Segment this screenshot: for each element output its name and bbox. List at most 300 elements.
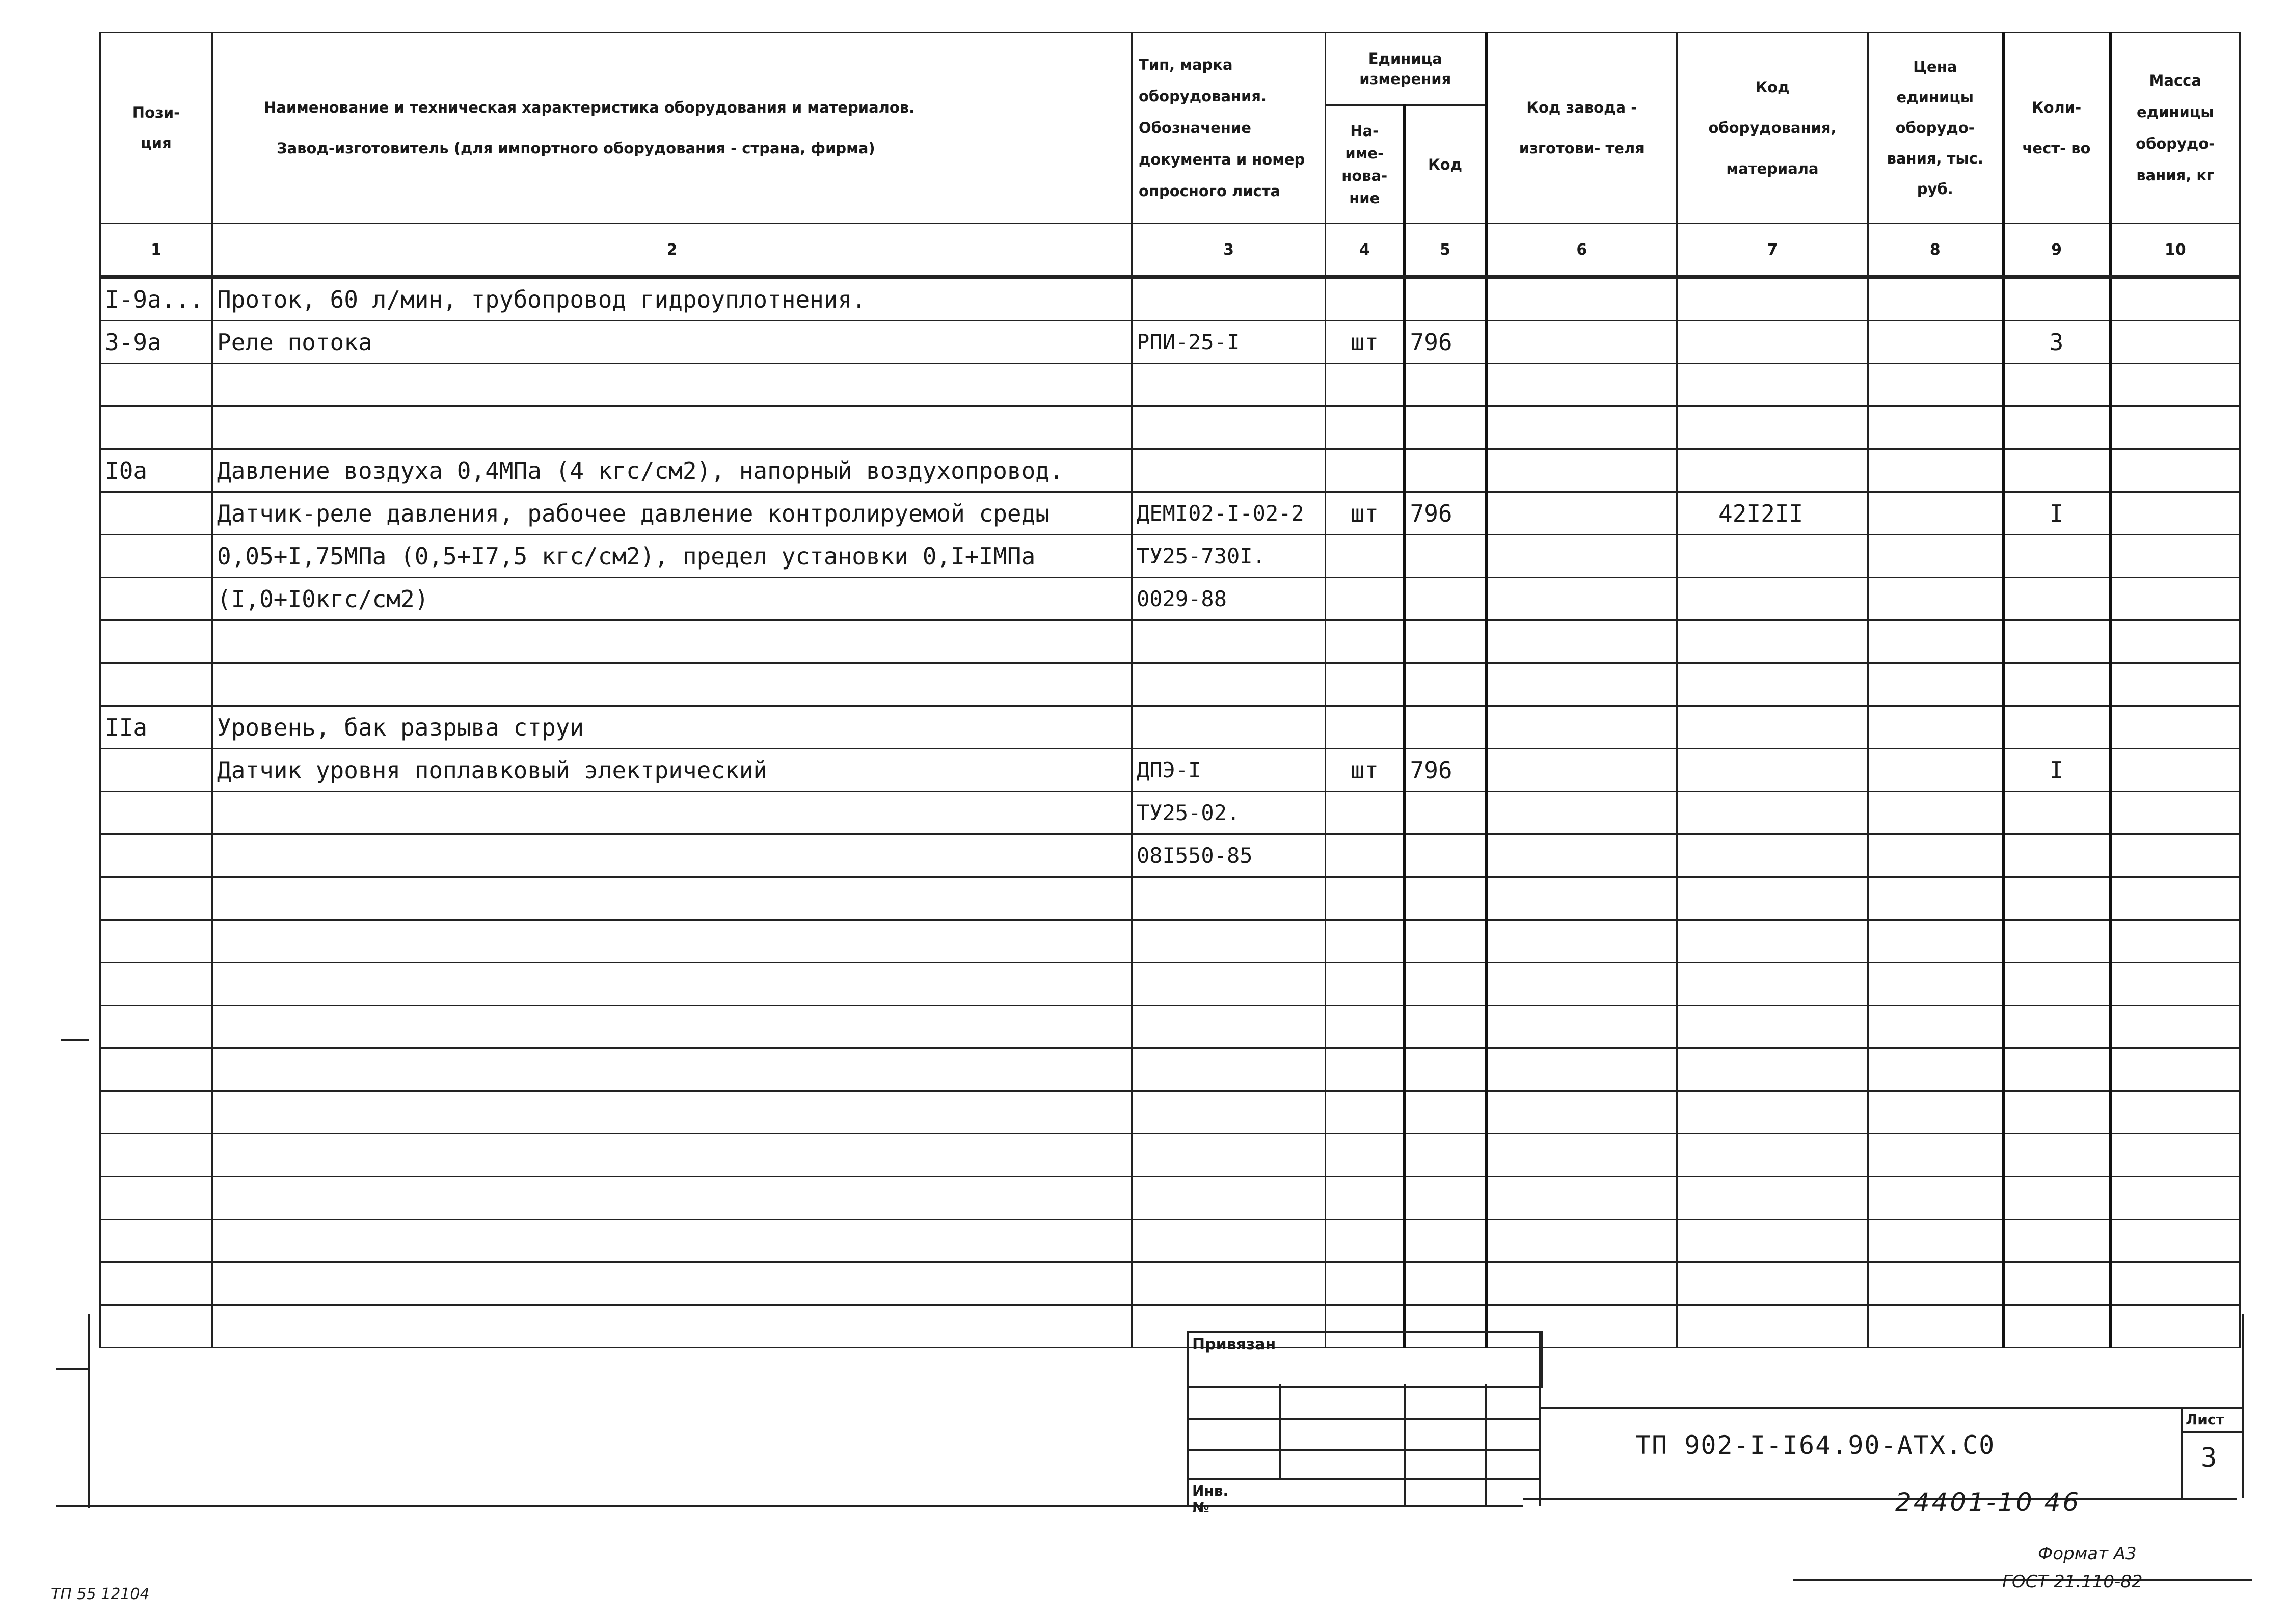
- cell-col-3: [1132, 1134, 1326, 1177]
- cell-col-1: [100, 663, 212, 706]
- cell-col-7: [1677, 1220, 1868, 1262]
- cell-col-5: [1405, 1262, 1486, 1305]
- cell-col-2: Проток, 60 л/мин, трубопровод гидроуплотнения.: [212, 277, 1132, 321]
- cell-col-10: [2110, 792, 2240, 834]
- cell-col-10: [2110, 277, 2240, 321]
- cell-col-7: [1677, 1262, 1868, 1305]
- cell-col-4: [1326, 792, 1405, 834]
- cell-col-1: [100, 1048, 212, 1091]
- cell-col-3: [1132, 1220, 1326, 1262]
- title-grid-line: [1279, 1384, 1281, 1478]
- cell-col-4: [1326, 364, 1405, 407]
- margin-mark: [56, 1368, 89, 1370]
- table-row: [100, 407, 2240, 449]
- cell-col-8: [1868, 706, 2003, 749]
- title-grid-line: [1539, 1331, 1541, 1506]
- cell-col-9: [2003, 1305, 2110, 1348]
- gost-label: ГОСТ 21.110-82: [2002, 1572, 2143, 1592]
- cell-col-10: [2110, 920, 2240, 963]
- cell-col-5: [1405, 706, 1486, 749]
- cell-col-5: 796: [1405, 749, 1486, 792]
- cell-col-8: [1868, 1262, 2003, 1305]
- cell-col-10: [2110, 620, 2240, 663]
- cell-col-4: [1326, 963, 1405, 1006]
- cell-col-4: [1326, 1262, 1405, 1305]
- header-quantity: Коли- чест- во: [2003, 33, 2110, 224]
- cell-col-7: [1677, 834, 1868, 877]
- cell-col-3: ДПЭ-I: [1132, 749, 1326, 792]
- col-number: 5: [1405, 224, 1486, 277]
- cell-col-6: [1486, 706, 1677, 749]
- cell-col-3: [1132, 449, 1326, 492]
- cell-col-3: [1132, 663, 1326, 706]
- table-row: [100, 449, 2240, 492]
- cell-col-2: Датчик-реле давления, рабочее давление контролируемой среды: [212, 492, 1132, 535]
- cell-col-5: [1405, 535, 1486, 578]
- col-number: 2: [212, 224, 1132, 277]
- table-row: [100, 663, 2240, 706]
- handwritten-note: 24401-10 46: [1895, 1487, 2081, 1517]
- cell-col-5: [1405, 834, 1486, 877]
- cell-col-1: [100, 1091, 212, 1134]
- cell-col-4: [1326, 706, 1405, 749]
- specification-rows: [100, 277, 2240, 1348]
- table-row: [100, 792, 2240, 834]
- cell-col-6: [1486, 364, 1677, 407]
- cell-col-7: [1677, 1177, 1868, 1220]
- header-price: Цена единицы оборудо- вания, тыс. руб.: [1868, 33, 2003, 224]
- cell-col-4: [1326, 535, 1405, 578]
- cell-col-6: [1486, 578, 1677, 620]
- cell-col-10: [2110, 1048, 2240, 1091]
- cell-col-4: [1326, 834, 1405, 877]
- cell-col-2: 0,05+I,75МПа (0,5+I7,5 кгс/см2), предел установки 0,I+IМПа: [212, 535, 1132, 578]
- cell-col-5: [1405, 1220, 1486, 1262]
- table-row: [100, 364, 2240, 407]
- cell-col-6: [1486, 407, 1677, 449]
- table-row: [100, 1134, 2240, 1177]
- cell-col-9: [2003, 877, 2110, 920]
- table-row: [100, 620, 2240, 663]
- cell-col-10: [2110, 834, 2240, 877]
- cell-col-6: [1486, 492, 1677, 535]
- title-grid-line: [1404, 1384, 1406, 1506]
- cell-col-2: Датчик уровня поплавковый электрический: [212, 749, 1132, 792]
- cell-col-5: [1405, 277, 1486, 321]
- cell-col-1: [100, 535, 212, 578]
- cell-col-6: [1486, 1048, 1677, 1091]
- cell-col-1: [100, 1305, 212, 1348]
- cell-col-1: [100, 792, 212, 834]
- cell-col-3: ТУ25-02.: [1132, 792, 1326, 834]
- cell-col-5: [1405, 1048, 1486, 1091]
- cell-col-1: I0a: [100, 449, 212, 492]
- cell-col-7: [1677, 1091, 1868, 1134]
- frame-left-line: [88, 1314, 90, 1508]
- cell-col-2: [212, 620, 1132, 663]
- cell-col-7: [1677, 920, 1868, 963]
- cell-col-9: [2003, 535, 2110, 578]
- cell-col-9: [2003, 792, 2110, 834]
- cell-col-6: [1486, 1177, 1677, 1220]
- margin-mark: [61, 1039, 89, 1041]
- cell-col-8: [1868, 578, 2003, 620]
- cell-col-3: РПИ-25-I: [1132, 321, 1326, 364]
- cell-col-7: [1677, 277, 1868, 321]
- cell-col-5: [1405, 877, 1486, 920]
- cell-col-5: [1405, 1177, 1486, 1220]
- cell-col-8: [1868, 1048, 2003, 1091]
- cell-col-7: [1677, 749, 1868, 792]
- cell-col-7: 42I2II: [1677, 492, 1868, 535]
- cell-col-8: [1868, 620, 2003, 663]
- cell-col-4: [1326, 1048, 1405, 1091]
- cell-col-6: [1486, 1134, 1677, 1177]
- cell-col-9: [2003, 620, 2110, 663]
- cell-col-10: [2110, 1220, 2240, 1262]
- table-row: [100, 834, 2240, 877]
- cell-col-1: 3-9a: [100, 321, 212, 364]
- cell-col-9: [2003, 1048, 2110, 1091]
- cell-col-6: [1486, 792, 1677, 834]
- cell-col-10: [2110, 877, 2240, 920]
- cell-col-2: Давление воздуха 0,4МПа (4 кгс/см2), напорный воздухопровод.: [212, 449, 1132, 492]
- cell-col-8: [1868, 535, 2003, 578]
- cell-col-1: [100, 834, 212, 877]
- cell-col-10: [2110, 321, 2240, 364]
- cell-col-4: [1326, 663, 1405, 706]
- cell-col-3: [1132, 1048, 1326, 1091]
- cell-col-6: [1486, 277, 1677, 321]
- cell-col-8: [1868, 663, 2003, 706]
- cell-col-5: [1405, 620, 1486, 663]
- cell-col-8: [1868, 749, 2003, 792]
- cell-col-6: [1486, 1006, 1677, 1048]
- cell-col-2: [212, 364, 1132, 407]
- cell-col-10: [2110, 492, 2240, 535]
- cell-col-5: [1405, 792, 1486, 834]
- cell-col-1: [100, 920, 212, 963]
- col-number: 10: [2110, 224, 2240, 277]
- cell-col-5: [1405, 364, 1486, 407]
- title-grid-line: [1539, 1407, 2242, 1409]
- cell-col-10: [2110, 407, 2240, 449]
- cell-col-3: ТУ25-730I.: [1132, 535, 1326, 578]
- cell-col-7: [1677, 663, 1868, 706]
- sheet-cell-divider: [2181, 1431, 2242, 1433]
- cell-col-5: [1405, 1006, 1486, 1048]
- cell-col-7: [1677, 963, 1868, 1006]
- cell-col-6: [1486, 1220, 1677, 1262]
- cell-col-8: [1868, 492, 2003, 535]
- frame-bottom-line-right: [1523, 1498, 2237, 1500]
- table-row: [100, 1262, 2240, 1305]
- header-unit-name: На- име- нова- ние: [1326, 105, 1405, 224]
- header-position: Пози- ция: [100, 33, 212, 224]
- cell-col-10: [2110, 706, 2240, 749]
- cell-col-8: [1868, 449, 2003, 492]
- cell-col-7: [1677, 1305, 1868, 1348]
- cell-col-9: 3: [2003, 321, 2110, 364]
- header-mass: Масса единицы оборудо- вания, кг: [2110, 33, 2240, 224]
- table-row: [100, 877, 2240, 920]
- cell-col-9: [2003, 1177, 2110, 1220]
- cell-col-2: [212, 1262, 1132, 1305]
- cell-col-1: [100, 963, 212, 1006]
- cell-col-7: [1677, 1134, 1868, 1177]
- cell-col-9: [2003, 1262, 2110, 1305]
- cell-col-1: [100, 492, 212, 535]
- cell-col-4: [1326, 1006, 1405, 1048]
- cell-col-2: [212, 1305, 1132, 1348]
- cell-col-1: IIa: [100, 706, 212, 749]
- cell-col-3: [1132, 877, 1326, 920]
- cell-col-2: [212, 834, 1132, 877]
- header-equipment-code: Код оборудования, материала: [1677, 33, 1868, 224]
- cell-col-4: [1326, 1091, 1405, 1134]
- header-name-line1: Наименование и техническая характеристика оборудования и материалов.: [264, 99, 915, 116]
- col-number: 7: [1677, 224, 1868, 277]
- cell-col-10: [2110, 1262, 2240, 1305]
- cell-col-1: [100, 1177, 212, 1220]
- header-unit: Единица измерения: [1326, 33, 1486, 105]
- cell-col-9: [2003, 963, 2110, 1006]
- cell-col-7: [1677, 449, 1868, 492]
- frame-right-line: [2242, 1314, 2244, 1498]
- cell-col-5: [1405, 1091, 1486, 1134]
- cell-col-10: [2110, 663, 2240, 706]
- cell-col-4: [1326, 1177, 1405, 1220]
- cell-col-5: [1405, 407, 1486, 449]
- cell-col-7: [1677, 535, 1868, 578]
- cell-col-9: [2003, 364, 2110, 407]
- cell-col-1: [100, 1006, 212, 1048]
- specification-table: [99, 32, 2241, 1348]
- header-plant-code: Код завода - изготови- теля: [1486, 33, 1677, 224]
- cell-col-3: [1132, 920, 1326, 963]
- cell-col-8: [1868, 963, 2003, 1006]
- cell-col-9: I: [2003, 749, 2110, 792]
- cell-col-3: [1132, 963, 1326, 1006]
- cell-col-7: [1677, 792, 1868, 834]
- table-row: [100, 963, 2240, 1006]
- cell-col-3: 08I550-85: [1132, 834, 1326, 877]
- cell-col-1: [100, 749, 212, 792]
- cell-col-9: [2003, 1006, 2110, 1048]
- cell-col-8: [1868, 1134, 2003, 1177]
- cell-col-3: [1132, 1262, 1326, 1305]
- cell-col-9: [2003, 1134, 2110, 1177]
- cell-col-6: [1486, 449, 1677, 492]
- cell-col-5: [1405, 1134, 1486, 1177]
- col-number: 8: [1868, 224, 2003, 277]
- cell-col-3: [1132, 1006, 1326, 1048]
- header-type: Тип, марка оборудования. Обозначение документа и номер опросного листа: [1132, 33, 1326, 224]
- cell-col-8: [1868, 277, 2003, 321]
- cell-col-10: [2110, 1305, 2240, 1348]
- cell-col-9: [2003, 449, 2110, 492]
- title-grid-line: [1485, 1384, 1487, 1506]
- cell-col-6: [1486, 920, 1677, 963]
- cell-col-2: [212, 1177, 1132, 1220]
- cell-col-8: [1868, 834, 2003, 877]
- cell-col-2: [212, 1134, 1132, 1177]
- table-row: [100, 492, 2240, 535]
- cell-col-7: [1677, 364, 1868, 407]
- table-row: [100, 1177, 2240, 1220]
- cell-col-4: [1326, 407, 1405, 449]
- cell-col-1: [100, 1262, 212, 1305]
- cell-col-7: [1677, 1006, 1868, 1048]
- table-row: [100, 1006, 2240, 1048]
- cell-col-6: [1486, 1091, 1677, 1134]
- table-row: [100, 1091, 2240, 1134]
- cell-col-9: [2003, 407, 2110, 449]
- col-number: 6: [1486, 224, 1677, 277]
- cell-col-2: Реле потока: [212, 321, 1132, 364]
- cell-col-3: [1132, 620, 1326, 663]
- cell-col-4: шт: [1326, 492, 1405, 535]
- cell-col-4: шт: [1326, 321, 1405, 364]
- cell-col-10: [2110, 749, 2240, 792]
- cell-col-2: [212, 792, 1132, 834]
- cell-col-2: [212, 963, 1132, 1006]
- cell-col-6: [1486, 749, 1677, 792]
- cell-col-4: [1326, 877, 1405, 920]
- header-name-line2: Завод-изготовитель (для импортного оборудования - страна, фирма): [277, 140, 875, 157]
- table-row: [100, 706, 2240, 749]
- sheet-label: Лист: [2186, 1411, 2224, 1428]
- cell-col-3: ДЕМI02-I-02-2: [1132, 492, 1326, 535]
- cell-col-4: шт: [1326, 749, 1405, 792]
- cell-col-3: 0029-88: [1132, 578, 1326, 620]
- cell-col-8: [1868, 920, 2003, 963]
- cell-col-3: [1132, 706, 1326, 749]
- cell-col-8: [1868, 1220, 2003, 1262]
- cell-col-9: I: [2003, 492, 2110, 535]
- cell-col-8: [1868, 407, 2003, 449]
- cell-col-2: [212, 920, 1132, 963]
- cell-col-4: [1326, 449, 1405, 492]
- cell-col-2: [212, 1220, 1132, 1262]
- cell-col-1: [100, 364, 212, 407]
- cell-col-8: [1868, 792, 2003, 834]
- cell-col-9: [2003, 920, 2110, 963]
- cell-col-9: [2003, 1091, 2110, 1134]
- cell-col-7: [1677, 578, 1868, 620]
- cell-col-3: [1132, 407, 1326, 449]
- cell-col-10: [2110, 535, 2240, 578]
- cell-col-2: [212, 1006, 1132, 1048]
- cell-col-4: [1326, 1220, 1405, 1262]
- cell-col-7: [1677, 407, 1868, 449]
- cell-col-8: [1868, 1006, 2003, 1048]
- cell-col-2: [212, 877, 1132, 920]
- table-row: [100, 920, 2240, 963]
- cell-col-3: [1132, 277, 1326, 321]
- cell-col-9: [2003, 277, 2110, 321]
- cell-col-6: [1486, 663, 1677, 706]
- cell-col-9: [2003, 663, 2110, 706]
- header-unit-code: Код: [1405, 105, 1486, 224]
- cell-col-7: [1677, 321, 1868, 364]
- cell-col-10: [2110, 449, 2240, 492]
- title-grid-line: [1187, 1384, 1189, 1506]
- cell-col-8: [1868, 1177, 2003, 1220]
- cell-col-4: [1326, 620, 1405, 663]
- cell-col-6: [1486, 321, 1677, 364]
- cell-col-1: [100, 578, 212, 620]
- document-code: ТП 902-I-I64.90-АТХ.С0: [1635, 1430, 1996, 1460]
- cell-col-2: [212, 1048, 1132, 1091]
- cell-col-2: [212, 407, 1132, 449]
- cell-col-1: [100, 1220, 212, 1262]
- cell-col-6: [1486, 963, 1677, 1006]
- cell-col-1: [100, 620, 212, 663]
- col-number: 3: [1132, 224, 1326, 277]
- cell-col-5: [1405, 963, 1486, 1006]
- cell-col-6: [1486, 1262, 1677, 1305]
- cell-col-3: [1132, 1091, 1326, 1134]
- format-label: Формат А3: [2038, 1544, 2137, 1564]
- cell-col-2: [212, 1091, 1132, 1134]
- cell-col-1: I-9a...: [100, 277, 212, 321]
- cell-col-3: [1132, 364, 1326, 407]
- table-row: [100, 1305, 2240, 1348]
- cell-col-5: 796: [1405, 321, 1486, 364]
- cell-col-2: (I,0+I0кгс/см2): [212, 578, 1132, 620]
- cell-col-4: [1326, 920, 1405, 963]
- cell-col-2: Уровень, бак разрыва струи: [212, 706, 1132, 749]
- cell-col-7: [1677, 620, 1868, 663]
- table-row: [100, 321, 2240, 364]
- cell-col-10: [2110, 1134, 2240, 1177]
- cell-col-5: [1405, 578, 1486, 620]
- cell-col-5: [1405, 449, 1486, 492]
- col-number: 1: [100, 224, 212, 277]
- cell-col-10: [2110, 364, 2240, 407]
- cell-col-1: [100, 877, 212, 920]
- cell-col-7: [1677, 1048, 1868, 1091]
- table-row: [100, 749, 2240, 792]
- archive-number: ТП 55 12104: [51, 1585, 150, 1603]
- cell-col-10: [2110, 1091, 2240, 1134]
- cell-col-8: [1868, 321, 2003, 364]
- cell-col-8: [1868, 1305, 2003, 1348]
- column-numbers-row: [100, 224, 2240, 277]
- cell-col-9: [2003, 706, 2110, 749]
- cell-col-9: [2003, 578, 2110, 620]
- table-row: [100, 578, 2240, 620]
- cell-col-3: [1132, 1177, 1326, 1220]
- cell-col-8: [1868, 364, 2003, 407]
- cell-col-4: [1326, 1134, 1405, 1177]
- cell-col-6: [1486, 834, 1677, 877]
- cell-col-10: [2110, 578, 2240, 620]
- cell-col-5: [1405, 663, 1486, 706]
- header-name: [212, 33, 1132, 224]
- frame-bottom-line: [56, 1505, 1523, 1507]
- cell-col-9: [2003, 1220, 2110, 1262]
- table-row: [100, 277, 2240, 321]
- col-number: 4: [1326, 224, 1405, 277]
- cell-col-5: 796: [1405, 492, 1486, 535]
- sheet-number: 3: [2201, 1443, 2217, 1473]
- cell-col-6: [1486, 877, 1677, 920]
- cell-col-8: [1868, 1091, 2003, 1134]
- cell-col-9: [2003, 834, 2110, 877]
- cell-col-1: [100, 407, 212, 449]
